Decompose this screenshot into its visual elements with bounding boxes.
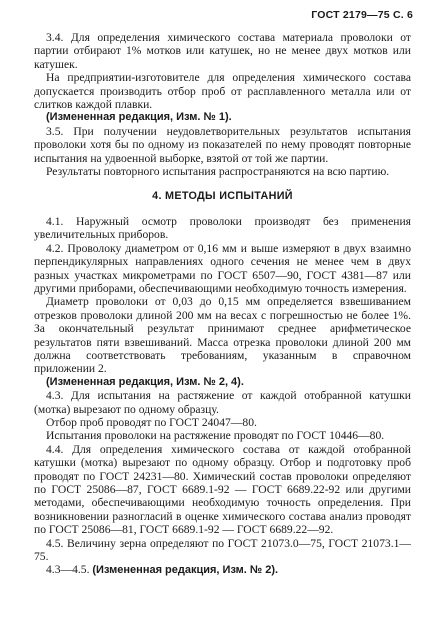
paragraph-4-5: 4.5. Величину зерна определяют по ГОСТ 21073.0—75, ГОСТ 21073.1—75. — [34, 536, 411, 564]
paragraph-4-3-testing: Испытания проволоки на растяжение проводят по ГОСТ 10446—80. — [46, 429, 385, 443]
amendment-note-1: (Измененная редакция, Изм. № 1). — [46, 111, 232, 124]
paragraph-3-4-cont: На предприятии-изготовителе для определения химического состава допускается производить отбор проб от расплавленного металла или от слитков каждой плавки. — [34, 71, 411, 112]
final-amendment-note: (Измененная редакция, Изм. № 2). — [92, 564, 279, 577]
paragraph-4-3: 4.3. Для испытания на растяжение от каждой отобранной катушки (мотка) вырезают по одному образцу. — [34, 389, 411, 416]
paragraph-3-4: 3.4. Для определения химического состава материала проволоки от партии отбирают 1% мотков или катушек, но не менее двух мотков или катушек. — [34, 31, 411, 71]
paragraph-4-2: 4.2. Проволоку диаметром от 0,16 мм и выше измеряют в двух взаимно перпендикулярных направлениях одного сечения не менее чем в двух разных участках микрометрами по ГОСТ 6507—90, ГОСТ 4381—87 или другими приборами, обеспечивающими необходимую точность измерения. — [34, 241, 411, 295]
page-header: ГОСТ 2179—75 С. 6 — [311, 9, 413, 21]
paragraph-3-5: 3.5. При получении неудовлетворительных результатов испытания проволоки хотя бы по одному из показателей по нему проводят повторные испытания на удвоенной выборке, взятой от той же партии. — [34, 124, 411, 165]
final-amendment-line — [34, 563, 411, 577]
paragraph-4-2-cont: Диаметр проволоки от 0,03 до 0,15 мм определяется взвешиванием отрезков проволоки длиной 200 мм на весах с погрешностью не более 1%. За окончательный результат принимают среднее арифметическое результатов пяти взвешиваний. Масса отрезка проволоки длиной 200 мм должна соответствовать требованиям, указанным в справочном приложении 2. — [34, 295, 411, 376]
paragraph-3-5-cont: Результаты повторного испытания распространяются на всю партию. — [46, 165, 390, 179]
paragraph-4-1: 4.1. Наружный осмотр проволоки производят без применения увеличительных приборов. — [34, 214, 411, 242]
amendment-note-2-4: (Измененная редакция, Изм. № 2, 4). — [46, 375, 244, 388]
final-amendment-prefix: 4.3—4.5. — [46, 563, 90, 577]
paragraph-4-3-sampling: Отбор проб проводят по ГОСТ 24047—80. — [46, 415, 257, 429]
document-body — [34, 31, 411, 578]
paragraph-4-4: 4.4. Для определения химического состава от каждой отобранной катушки (мотка) вырезают по одному образцу. Отбор и подготовку проб проводят по ГОСТ 24231—80. Химический состав проволоки определяют по ГОСТ 25086—87, ГОСТ 6689.1-92 — ГОСТ 6689.22-92 или другими методами, обеспечивающими необходимую точность определения. При возникновении разногласий в оценке химического состава анализ проводят по ГОСТ 25086—81, ГОСТ 6689.1-92 — ГОСТ 6689.22—92. — [34, 442, 411, 537]
section-title: 4. МЕТОДЫ ИСПЫТАНИЙ — [152, 190, 293, 203]
